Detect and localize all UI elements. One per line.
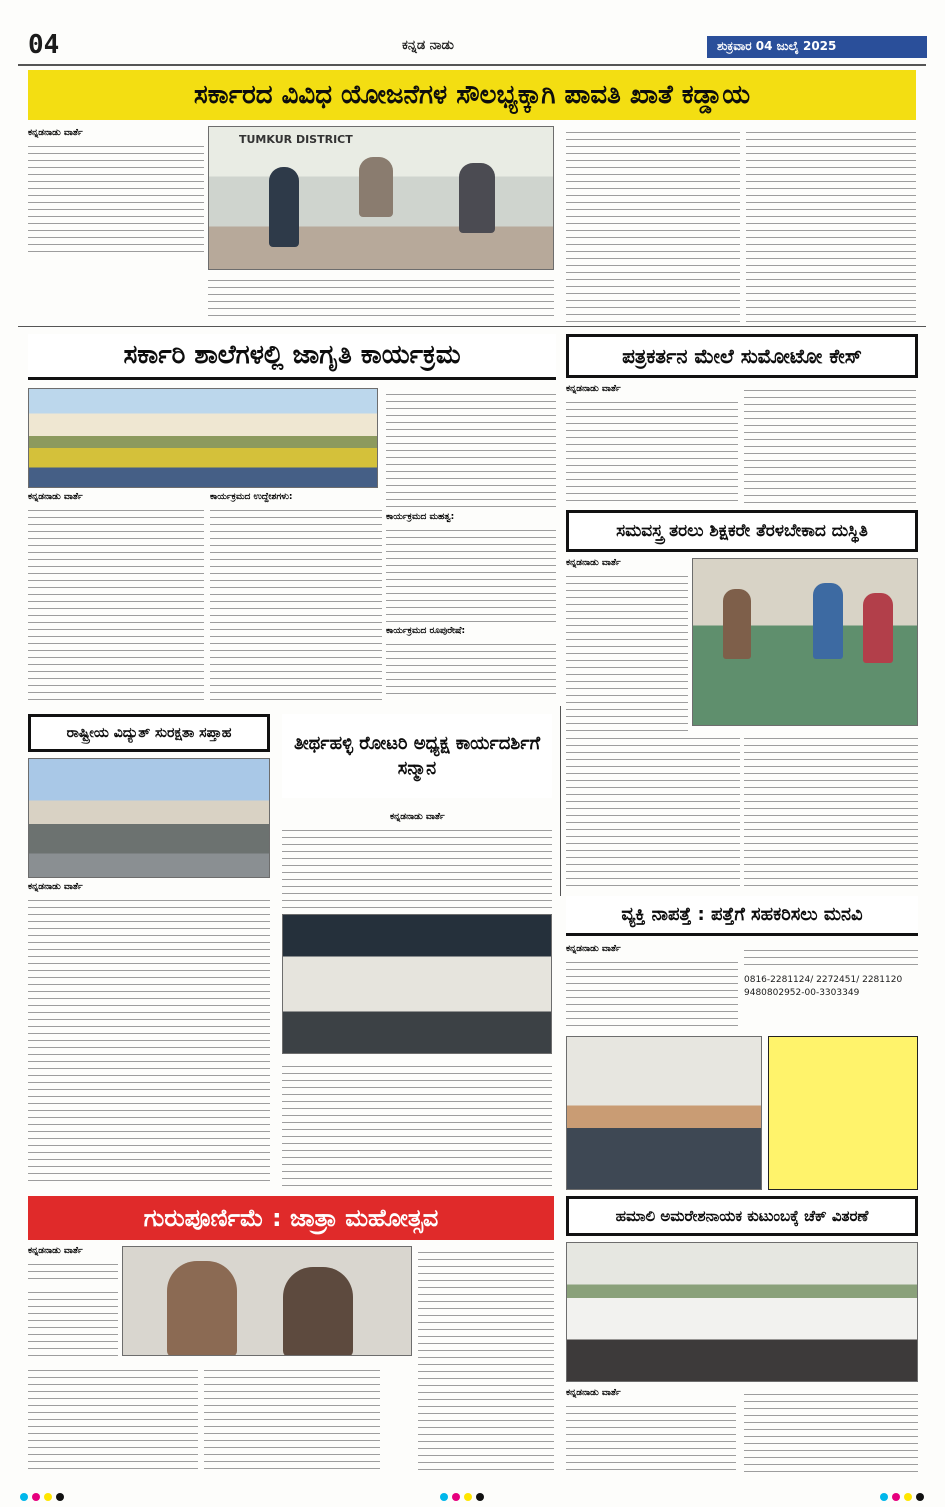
headline-rotary: ತೀರ್ಥಹಳ್ಳಿ ರೋಟರಿ ಅಧ್ಯಕ್ಷ ಕಾರ್ಯದರ್ಶಿಗೆ ಸನ್ಮಾನ — [282, 714, 552, 798]
person-figure — [863, 593, 893, 663]
headline-school: ಸರ್ಕಾರಿ ಶಾಲೆಗಳಲ್ಲಿ ಜಾಗೃತಿ ಕಾರ್ಯಕ್ರಮ — [28, 334, 556, 380]
text-column — [744, 732, 918, 888]
yellow-dot — [904, 1493, 912, 1501]
text-column — [746, 126, 916, 322]
text-column — [204, 1364, 380, 1472]
text-column — [566, 732, 740, 888]
text-column — [744, 1388, 918, 1472]
text-column — [28, 1286, 118, 1360]
black-dot — [56, 1493, 64, 1501]
byline-school: ಕನ್ನಡನಾಡು ವಾರ್ತೆ — [28, 492, 83, 502]
headline-electricity: ರಾಷ್ಟ್ರೀಯ ವಿದ್ಯುತ್ ಸುರಕ್ಷತಾ ಸಪ್ತಾಹ — [28, 714, 270, 752]
text-column — [566, 956, 738, 1026]
yellow-dot — [464, 1493, 472, 1501]
text-column — [28, 504, 204, 700]
text-column — [208, 274, 554, 322]
magenta-dot — [32, 1493, 40, 1501]
headline-missing: ವ್ಯಕ್ತಿ ನಾಪತ್ತೆ : ಪತ್ತೆಗೆ ಸಹಕರಿಸಲು ಮನವಿ — [566, 896, 918, 936]
text-column — [744, 384, 916, 504]
person-figure — [283, 1267, 353, 1356]
registration-marks — [440, 1493, 484, 1501]
phone-line: 0816-2281124/ 2272451/ 2281120 — [744, 975, 903, 985]
teachers-photo — [692, 558, 918, 726]
dateline: ಶುಕ್ರವಾರ 04 ಜುಲೈ 2025 — [707, 36, 927, 58]
registration-marks — [20, 1493, 64, 1501]
person-figure — [459, 163, 495, 233]
person-figure — [723, 589, 751, 659]
byline-missing: ಕನ್ನಡನಾಡು ವಾರ್ತೆ — [566, 944, 621, 954]
text-column — [282, 824, 552, 910]
person-figure — [359, 157, 393, 217]
helpline-numbers — [744, 974, 920, 999]
text-column — [386, 638, 556, 700]
section-rule — [18, 326, 926, 327]
byline-teachers: ಕನ್ನಡನಾಡು ವಾರ್ತೆ — [566, 558, 621, 568]
registration-marks — [880, 1493, 924, 1501]
magenta-dot — [892, 1493, 900, 1501]
byline-electricity: ಕನ್ನಡನಾಡು ವಾರ್ತೆ — [28, 882, 83, 892]
byline-rotary: ಕನ್ನಡನಾಡು ವಾರ್ತೆ — [390, 812, 445, 822]
cyan-dot — [880, 1493, 888, 1501]
text-column — [28, 1364, 198, 1472]
subhead-importance: ಕಾರ್ಯಕ್ರಮದ ಮಹತ್ವ: — [386, 512, 455, 522]
byline-top: ಕನ್ನಡನಾಡು ವಾರ್ತೆ — [28, 128, 83, 138]
subhead-objectives: ಕಾರ್ಯಕ್ರಮದ ಉದ್ದೇಶಗಳು: — [210, 492, 293, 502]
text-column — [744, 944, 918, 970]
page-header — [0, 0, 945, 64]
column-rule — [560, 706, 561, 896]
hamali-photo — [566, 1242, 918, 1382]
text-column — [566, 396, 738, 504]
school-photo — [28, 388, 378, 488]
black-dot — [476, 1493, 484, 1501]
missing-person-photo — [566, 1036, 762, 1190]
text-column — [210, 504, 382, 700]
subhead-outline: ಕಾರ್ಯಕ್ರಮದ ರೂಪುರೇಷೆ: — [386, 626, 466, 636]
person-figure — [167, 1261, 237, 1356]
masthead: ಕನ್ನಡ ನಾಡು — [402, 38, 454, 53]
headline-journalist: ಪತ್ರಕರ್ತನ ಮೇಲೆ ಸುಮೋಟೋ ಕೇಸ್ — [566, 334, 918, 378]
byline-hamali: ಕನ್ನಡನಾಡು ವಾರ್ತೆ — [566, 1388, 621, 1398]
text-column — [566, 126, 740, 322]
page-number: 04 — [28, 30, 60, 60]
yellow-dot — [44, 1493, 52, 1501]
text-column — [282, 1060, 552, 1188]
photo-sign: TUMKUR DISTRICT — [239, 133, 353, 146]
black-dot — [916, 1493, 924, 1501]
caption-box — [768, 1036, 918, 1190]
headline-teachers: ಸಮವಸ್ತ್ರ ತರಲು ಶಿಕ್ಷಕರೇ ತೆರಳಬೇಕಾದ ದುಸ್ಥಿತಿ — [566, 510, 918, 552]
electricity-photo — [28, 758, 270, 878]
top-story-photo — [208, 126, 554, 270]
header-rule — [18, 64, 926, 66]
byline-journalist: ಕನ್ನಡನಾಡು ವಾರ್ತೆ — [566, 384, 621, 394]
text-column — [28, 1258, 118, 1282]
text-column — [418, 1246, 554, 1472]
text-column — [28, 140, 204, 254]
person-figure — [813, 583, 843, 659]
gurupurnima-photo — [122, 1246, 412, 1356]
cyan-dot — [20, 1493, 28, 1501]
rotary-photo — [282, 914, 552, 1054]
cyan-dot — [440, 1493, 448, 1501]
headline-hamali: ಹಮಾಲಿ ಅಮರೇಶನಾಯಕ ಕುಟುಂಬಕ್ಕೆ ಚೆಕ್ ವಿತರಣೆ — [566, 1196, 918, 1236]
headline-top: ಸರ್ಕಾರದ ವಿವಿಧ ಯೋಜನೆಗಳ ಸೌಲಭ್ಯಕ್ಕಾಗಿ ಪಾವತಿ ಖಾತೆ ಕಡ್ಡಾಯ — [28, 70, 916, 120]
text-column — [566, 1400, 736, 1472]
text-column — [28, 894, 270, 1186]
headline-gurupurnima: ಗುರುಪೂರ್ಣಿಮೆ : ಜಾತ್ರಾ ಮಹೋತ್ಸವ — [28, 1196, 554, 1240]
byline-gurupurnima: ಕನ್ನಡನಾಡು ವಾರ್ತೆ — [28, 1246, 83, 1256]
text-column — [386, 388, 556, 508]
person-figure — [269, 167, 299, 247]
phone-line: 9480802952-00-3303349 — [744, 987, 860, 998]
magenta-dot — [452, 1493, 460, 1501]
text-column — [386, 524, 556, 622]
